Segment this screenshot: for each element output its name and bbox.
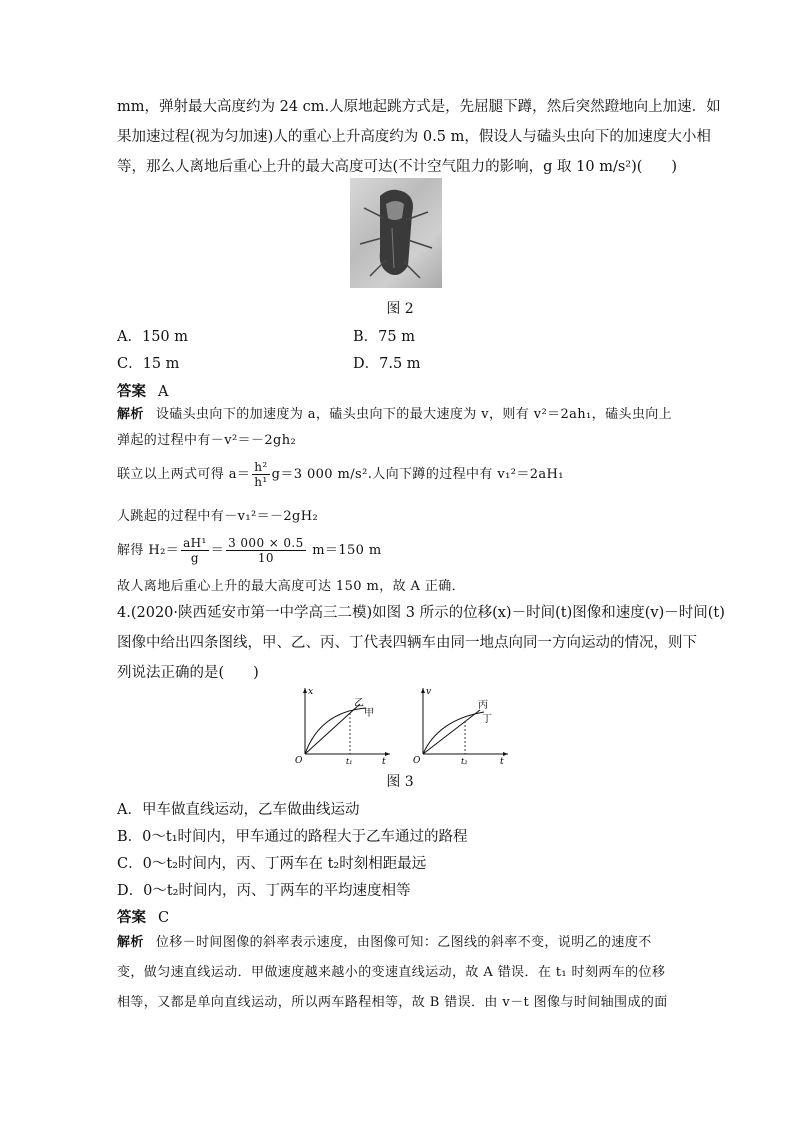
option-b: B．0～t₁时间内，甲车通过的路程大于乙车通过的路程 bbox=[117, 829, 468, 845]
answer-label: 答案 bbox=[117, 909, 146, 926]
option-a: A．150 m bbox=[117, 329, 189, 345]
label-ding: 丁 bbox=[482, 714, 492, 725]
stem-line: 图像中给出四条图线，甲、乙、丙、丁代表四辆车由同一地点向同一方向运动的情况，则下 bbox=[117, 635, 697, 651]
problem3-stem bbox=[117, 97, 721, 177]
option-b: B．75 m bbox=[353, 329, 415, 345]
answer-value: A bbox=[158, 384, 169, 400]
problem4-stem bbox=[117, 603, 725, 683]
solution-line: 变，做匀速直线运动．甲做速度越来越小的变速直线运动，故 A 错误．在 t₁ 时刻两车的位移 bbox=[117, 965, 666, 980]
problem3-solution bbox=[117, 406, 683, 450]
answer-line bbox=[117, 906, 169, 927]
stem-line: mm，弹射最大高度约为 24 cm.人原地起跳方式是，先屈腿下蹲，然后突然蹬地向上加速．如 bbox=[117, 99, 721, 115]
solution-formula-line: 联立以上两式可得 a＝ $\frac{\text{h²}}{\text{h¹}}$ g＝3 000 m/s².人向下蹲的过程中有 v₁²＝2aH₁ bbox=[117, 460, 564, 489]
v-t-graph bbox=[408, 684, 510, 766]
stem-line: 4.(2020·陕西延安市第一中学高三二模)如图 3 所示的位移(x)－时间(t)图像和速度(v)－时间(t) bbox=[117, 605, 725, 621]
stem-line: 列说法正确的是( ) bbox=[117, 665, 259, 681]
label-yi: 乙 bbox=[354, 698, 364, 709]
stem-line: 果加速过程(视为匀加速)人的重心上升高度约为 0.5 m，假设人与磕头虫向下的加速度大小相 bbox=[117, 129, 711, 145]
label-jia: 甲 bbox=[364, 708, 374, 719]
tick-t1: t₁ bbox=[346, 757, 353, 766]
axis-label-x: x bbox=[308, 687, 314, 697]
stem-line: 等，那么人离地后重心上升的最大高度可达(不计空气阻力的影响，g 取 10 m/s²)( ) bbox=[117, 159, 678, 175]
problem4-solution bbox=[117, 934, 683, 1012]
tick-t2: t₂ bbox=[461, 757, 468, 766]
option-c: C．15 m bbox=[117, 356, 180, 372]
x-t-graph bbox=[290, 684, 392, 766]
fraction: $\frac{\text{aH¹}}{g}$ bbox=[183, 536, 207, 565]
solution-line: 相等，又都是单向直线运动，所以两车路程相等，故 B 错误．由 v－t 图像与时间轴围成的面 bbox=[117, 995, 668, 1010]
figure-2-caption: 图 2 bbox=[386, 301, 414, 317]
option-d: D．7.5 m bbox=[353, 356, 421, 372]
solution-label: 解析 bbox=[117, 407, 144, 422]
click-beetle-photo bbox=[350, 178, 442, 288]
axis-label-t: t bbox=[382, 757, 386, 766]
solution-label: 解析 bbox=[117, 935, 144, 950]
curve-jia bbox=[305, 708, 366, 754]
solution-line: 弹起的过程中有－v²＝－2gh₂ bbox=[117, 433, 297, 448]
solution-line: 解析 位移－时间图像的斜率表示速度，由图像可知：乙图线的斜率不变，说明乙的速度不 bbox=[117, 935, 652, 950]
beetle-illustration bbox=[350, 178, 442, 288]
figure-3-caption: 图 3 bbox=[386, 774, 414, 790]
straight-line-bing bbox=[423, 710, 480, 754]
answer-line bbox=[117, 380, 168, 401]
answer-value: C bbox=[158, 910, 170, 926]
origin-label: O bbox=[295, 756, 303, 766]
curve-ding bbox=[423, 712, 484, 754]
option-a: A．甲车做直线运动，乙车做曲线运动 bbox=[117, 802, 360, 818]
solution-line: 解析 设磕头虫向下的加速度为 a，磕头虫向下的最大速度为 v，则有 v²＝2ah₁，磕头虫向上 bbox=[117, 407, 673, 422]
label-bing: 丙 bbox=[478, 700, 488, 711]
answer-label: 答案 bbox=[117, 383, 146, 400]
option-c: C．0～t₂时间内，丙、丁两车在 t₂时刻相距最远 bbox=[117, 856, 427, 872]
axis-label-v: v bbox=[426, 687, 432, 697]
axis-label-t: t bbox=[500, 757, 504, 766]
solution-line: 人跳起的过程中有－v₁²＝－2gH₂ bbox=[117, 509, 319, 524]
straight-line-yi bbox=[305, 704, 360, 754]
solution-formula-line: 解得 H₂＝ $\frac{\text{aH¹}}{g}$ ＝ $\frac{3 000 \times 0.5}{10}$ m＝150 m bbox=[117, 536, 382, 565]
fraction: $\frac{\text{h²}}{\text{h¹}}$ bbox=[254, 460, 268, 489]
origin-label: O bbox=[413, 756, 421, 766]
solution-line: 故人离地后重心上升的最大高度可达 150 m，故 A 正确． bbox=[117, 579, 466, 594]
option-d: D．0～t₂时间内，丙、丁两车的平均速度相等 bbox=[117, 883, 411, 899]
fraction: $\frac{3 000 \times 0.5}{10}$ bbox=[228, 536, 304, 565]
